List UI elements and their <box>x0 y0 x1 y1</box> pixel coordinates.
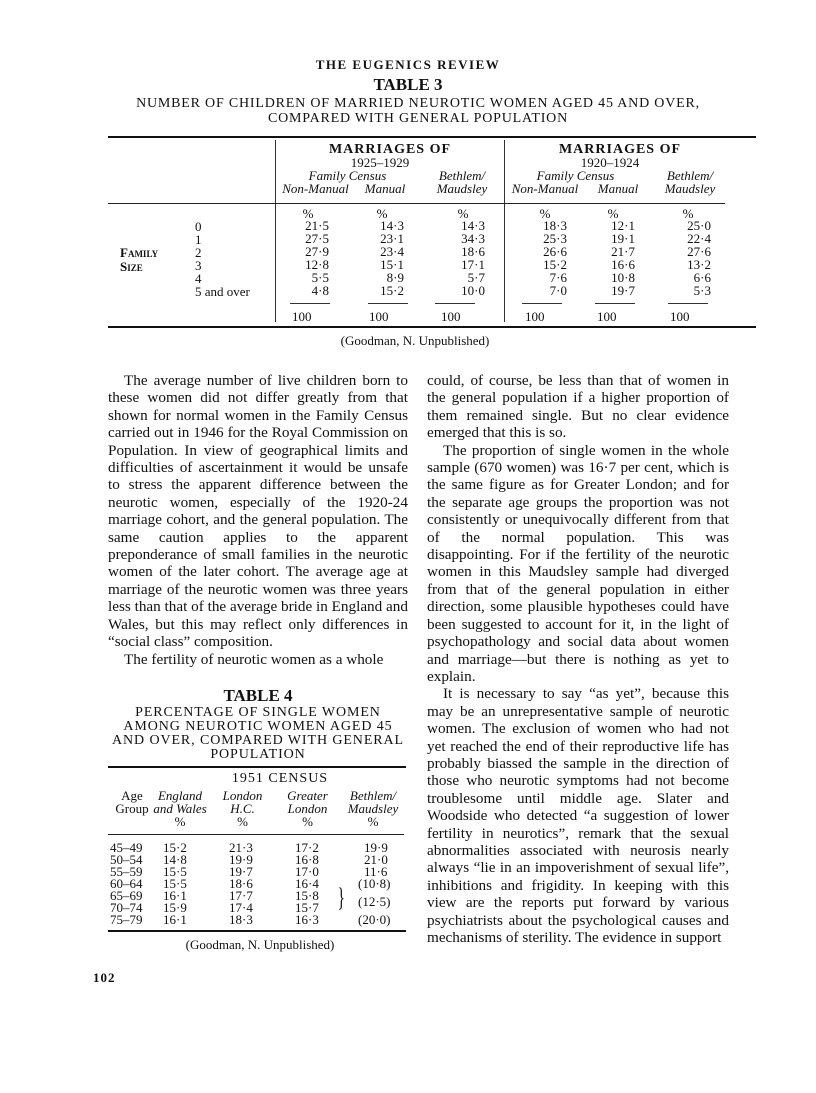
table3-group1-label: MARRIAGES OF <box>328 142 452 157</box>
table3-cell: 27·6 <box>687 244 711 259</box>
col-h2: Group <box>115 801 149 816</box>
table3-cell: 34·3 <box>461 231 485 246</box>
table4-cell: 19·9 <box>364 840 388 855</box>
table3-group2-col1-h2: Non-Manual <box>511 181 579 196</box>
table3-cell: 14·3 <box>461 218 485 233</box>
table3-source: (Goodman, N. Unpublished) <box>340 333 490 348</box>
paragraph: could, of course, be less than that of women in the general population if a higher proportion of them remained single. But no clear evidence emerged that this is so. <box>427 372 729 442</box>
table3-cell: 19·7 <box>611 283 635 298</box>
table4-cell: 15·2 <box>163 840 187 855</box>
col-unit: % <box>174 814 186 829</box>
col-unit: % <box>367 814 379 829</box>
table4-cell: 19·9 <box>229 852 253 867</box>
table3-cell: 5·3 <box>693 283 711 298</box>
table4-caption-line: POPULATION <box>210 747 306 762</box>
table3-cell: 26·6 <box>543 244 567 259</box>
table3-group2-col3-h1: Bethlem/ <box>666 168 714 183</box>
table3-unit: % <box>457 206 469 221</box>
table3-cell: 8·9 <box>386 270 404 285</box>
table3-cell: 15·2 <box>380 283 404 298</box>
table3-cell: 21·7 <box>611 244 635 259</box>
col-h1: Greater <box>287 788 328 803</box>
col-unit: % <box>302 814 313 829</box>
table3-cell: 27·9 <box>305 244 329 259</box>
table4-caption <box>100 706 416 762</box>
table3-cell: 10·0 <box>461 283 485 298</box>
right-column-text <box>427 372 729 946</box>
table4-bracketed-value: (12·5) <box>358 894 391 909</box>
table4-cell: 15·7 <box>295 900 319 915</box>
table4-cell: 15·5 <box>163 864 187 879</box>
table4-cell: (10·8) <box>358 876 391 891</box>
table3-group1-subgroup: Family Census <box>308 168 387 183</box>
sum-line <box>595 303 635 304</box>
table4-cell: 18·6 <box>229 876 253 891</box>
table3-cell: 5·5 <box>311 270 329 285</box>
right-brace-icon: } <box>337 883 345 912</box>
table3-unit: % <box>607 206 619 221</box>
table3-caption-line2: COMPARED WITH GENERAL POPULATION <box>267 111 569 126</box>
table4-cell: 11·6 <box>364 864 388 879</box>
table3-total: 100 <box>369 309 389 324</box>
table4-col-london-hc <box>215 789 270 828</box>
table3-total: 100 <box>525 309 545 324</box>
table4-cell: 15·8 <box>295 888 319 903</box>
table3-cell: 5·7 <box>467 270 485 285</box>
running-header: THE EUGENICS REVIEW <box>315 57 501 72</box>
table3-top-rule <box>108 136 756 138</box>
table3-header-rule <box>108 203 725 204</box>
table3-vline-mid <box>504 140 505 322</box>
table3-family-size: 5 and over <box>195 284 250 299</box>
table3-cell: 7·6 <box>549 270 567 285</box>
table4-top-rule <box>108 766 406 768</box>
table3-unit: % <box>539 206 551 221</box>
table3-unit: % <box>376 206 388 221</box>
table3-cell: 4·8 <box>311 283 329 298</box>
table4-age: 45–49 <box>110 840 143 855</box>
table4-col-england <box>145 789 215 828</box>
col-h1: England <box>157 788 203 803</box>
table3-cell: 14·3 <box>380 218 404 233</box>
table3-group2-years: 1920–1924 <box>580 155 640 170</box>
table3-cell: 23·1 <box>380 231 404 246</box>
table3-total: 100 <box>597 309 617 324</box>
table4-cell: 16·1 <box>163 888 187 903</box>
table4-cell: 19·7 <box>229 864 253 879</box>
table3-caption-line1: NUMBER OF CHILDREN OF MARRIED NEUROTIC WOMEN AGED 45 AND OVER, <box>136 96 700 111</box>
col-h2: London <box>287 801 328 816</box>
table3-total: 100 <box>670 309 690 324</box>
table4-cell: 17·4 <box>229 900 253 915</box>
table3-cell: 10·8 <box>611 270 635 285</box>
col-h2: and Wales <box>153 801 207 816</box>
table3-cell: 16·6 <box>611 257 635 272</box>
table3-caption <box>80 96 756 126</box>
table3-cell: 27·5 <box>305 231 329 246</box>
table4-col-greater-london <box>280 789 335 828</box>
left-column-text <box>108 372 408 668</box>
table4-title: TABLE 4 <box>223 686 293 705</box>
table3-group2-subgroup: Family Census <box>536 168 615 183</box>
table4-cell: 18·3 <box>229 912 253 927</box>
table4-cell: 17·2 <box>295 840 319 855</box>
col-h2: Maudsley <box>347 801 399 816</box>
table3-title: TABLE 3 <box>373 75 443 94</box>
paragraph: The proportion of single women in the whole sample (670 women) was 16·7 per cent, which is the same figure as for Greater London; and for the separate age groups the proportion was not consistently or unequivocally different from that of the normal population. This was disappointing. For if the fertility of the neurotic women in this Maudsley sample had diverged from that of the general population in either direction, some plausible hypotheses could have been suggested to account for it, in the light of psychopathology and social data about women and marriage—but there is nothing as yet to explain. <box>427 441 729 685</box>
table4-census-label: 1951 CENSUS <box>231 771 329 786</box>
table3-cell: 6·6 <box>693 270 711 285</box>
table3-cell: 13·2 <box>687 257 711 272</box>
table3-group1-col2-h2: Manual <box>364 181 406 196</box>
table3-cell: 21·5 <box>305 218 329 233</box>
table4-col-bethlem <box>342 789 404 828</box>
table3-bottom-rule <box>108 326 756 328</box>
table4-cell: 15·9 <box>163 900 187 915</box>
sum-line <box>668 303 708 304</box>
table3-family-size: 1 <box>195 232 202 247</box>
table4-age: 75–79 <box>110 912 143 927</box>
table4-cell: 17·0 <box>295 864 319 879</box>
table3-total: 100 <box>292 309 312 324</box>
table4-cell: 16·8 <box>295 852 319 867</box>
table4-cell: 21·3 <box>229 840 253 855</box>
table3-unit: % <box>682 206 694 221</box>
table4-cell: 16·4 <box>295 876 319 891</box>
table3-row-label-size: Size <box>120 259 143 274</box>
table3-family-size: 3 <box>195 258 202 273</box>
sum-line <box>368 303 408 304</box>
table3-group2-col2-h2: Manual <box>597 181 639 196</box>
table4-source: (Goodman, N. Unpublished) <box>185 937 335 952</box>
table3-cell: 7·0 <box>549 283 567 298</box>
table4-cell: (20·0) <box>358 912 391 927</box>
table4-cell: 15·5 <box>163 876 187 891</box>
table3-vline-left <box>275 140 276 322</box>
table4-cell: 16·1 <box>163 912 187 927</box>
table3-cell: 23·4 <box>380 244 404 259</box>
table4-cell: 14·8 <box>163 852 187 867</box>
table3-row-label-family: Family <box>120 245 159 260</box>
table4-age: 55–59 <box>110 864 143 879</box>
sum-line <box>435 303 475 304</box>
table3-group1-years: 1925–1929 <box>350 155 410 170</box>
col-h1: London <box>222 788 263 803</box>
table3-cell: 25·3 <box>543 231 567 246</box>
table3-unit: % <box>302 206 314 221</box>
table3-group2-label: MARRIAGES OF <box>558 142 682 157</box>
table3-cell: 17·1 <box>461 257 485 272</box>
table3-cell: 25·0 <box>687 218 711 233</box>
table3-cell: 18·6 <box>461 244 485 259</box>
col-h2: H.C. <box>230 801 255 816</box>
paragraph: The fertility of neurotic women as a whole <box>124 650 384 668</box>
table4-caption-line: PERCENTAGE OF SINGLE WOMEN <box>135 705 381 720</box>
table3-cell: 12·8 <box>305 257 329 272</box>
table4-age: 70–74 <box>110 900 143 915</box>
table3-family-size: 4 <box>195 271 202 286</box>
table4-header-rule <box>108 834 404 835</box>
table3-cell: 19·1 <box>611 231 635 246</box>
table3-group2-col3-h2: Maudsley <box>664 181 716 196</box>
table3-cell: 15·1 <box>380 257 404 272</box>
table3-cell: 15·2 <box>543 257 567 272</box>
table4-caption-line: AND OVER, COMPARED WITH GENERAL <box>112 733 404 748</box>
table3-group1-col1-h2: Non-Manual <box>282 181 349 196</box>
col-unit: % <box>237 814 248 829</box>
sum-line <box>522 303 562 304</box>
table4-cell: 21·0 <box>364 852 388 867</box>
table4-age: 65–69 <box>110 888 143 903</box>
table3-cell: 22·4 <box>687 231 711 246</box>
table4-caption-line: AMONG NEUROTIC WOMEN AGED 45 <box>123 719 393 734</box>
paragraph: It is necessary to say “as yet”, because this may be an unrepresentative sample of neurotic women. The exclusion of women who had not yet reached the end of their reproductive life has probably biassed the sample in the direction of those who neurotic symptoms had not become troublesome until middle age. Slater and Woodside who detected “a suggestion of lower fertility in neurotics”, remark that the sexual abnormalities associated with neurosis nearly always “lie in an impoverishment of sexual life”, inhibitions and frigidity. In keeping with this view are the reports put forward by various psychiatrists about the psychological causes and mechanisms of sterility. The evidence in support <box>427 685 729 946</box>
table3-group1-col3-h2: Maudsley <box>436 181 488 196</box>
col-h1: Age <box>121 788 143 803</box>
table4-cell: 16·3 <box>295 912 319 927</box>
table3-family-size: 0 <box>195 219 202 234</box>
table4-bottom-rule <box>108 930 406 932</box>
table4-cell: 17·7 <box>229 888 253 903</box>
paragraph: The average number of live children born to these women did not differ greatly from that shown for normal women in the Family Census carried out in 1946 for the Royal Commission on Population. In view of geographical limits and difficulties of ascertainment it would be unsafe to stress the apparent difference between the neurotic women, especially of the 1920-24 marriage cohort, and the general population. The same caution applies to the apparent preponderance of small families in the neurotic women of the later cohort. The average age at marriage of the neurotic women was three years less than that of the average bride in England and Wales, but this may reflect only differences in “social class” composition. <box>108 372 408 651</box>
table3-family-size: 2 <box>195 245 202 260</box>
col-h1: Bethlem/ <box>349 788 397 803</box>
table3-total: 100 <box>441 309 461 324</box>
table3-cell: 12·1 <box>611 218 635 233</box>
table4-age: 60–64 <box>110 876 143 891</box>
table3-cell: 18·3 <box>543 218 567 233</box>
sum-line <box>290 303 330 304</box>
table3-group1-col3-h1: Bethlem/ <box>438 168 486 183</box>
page-number: 102 <box>93 970 116 985</box>
table4-age: 50–54 <box>110 852 143 867</box>
